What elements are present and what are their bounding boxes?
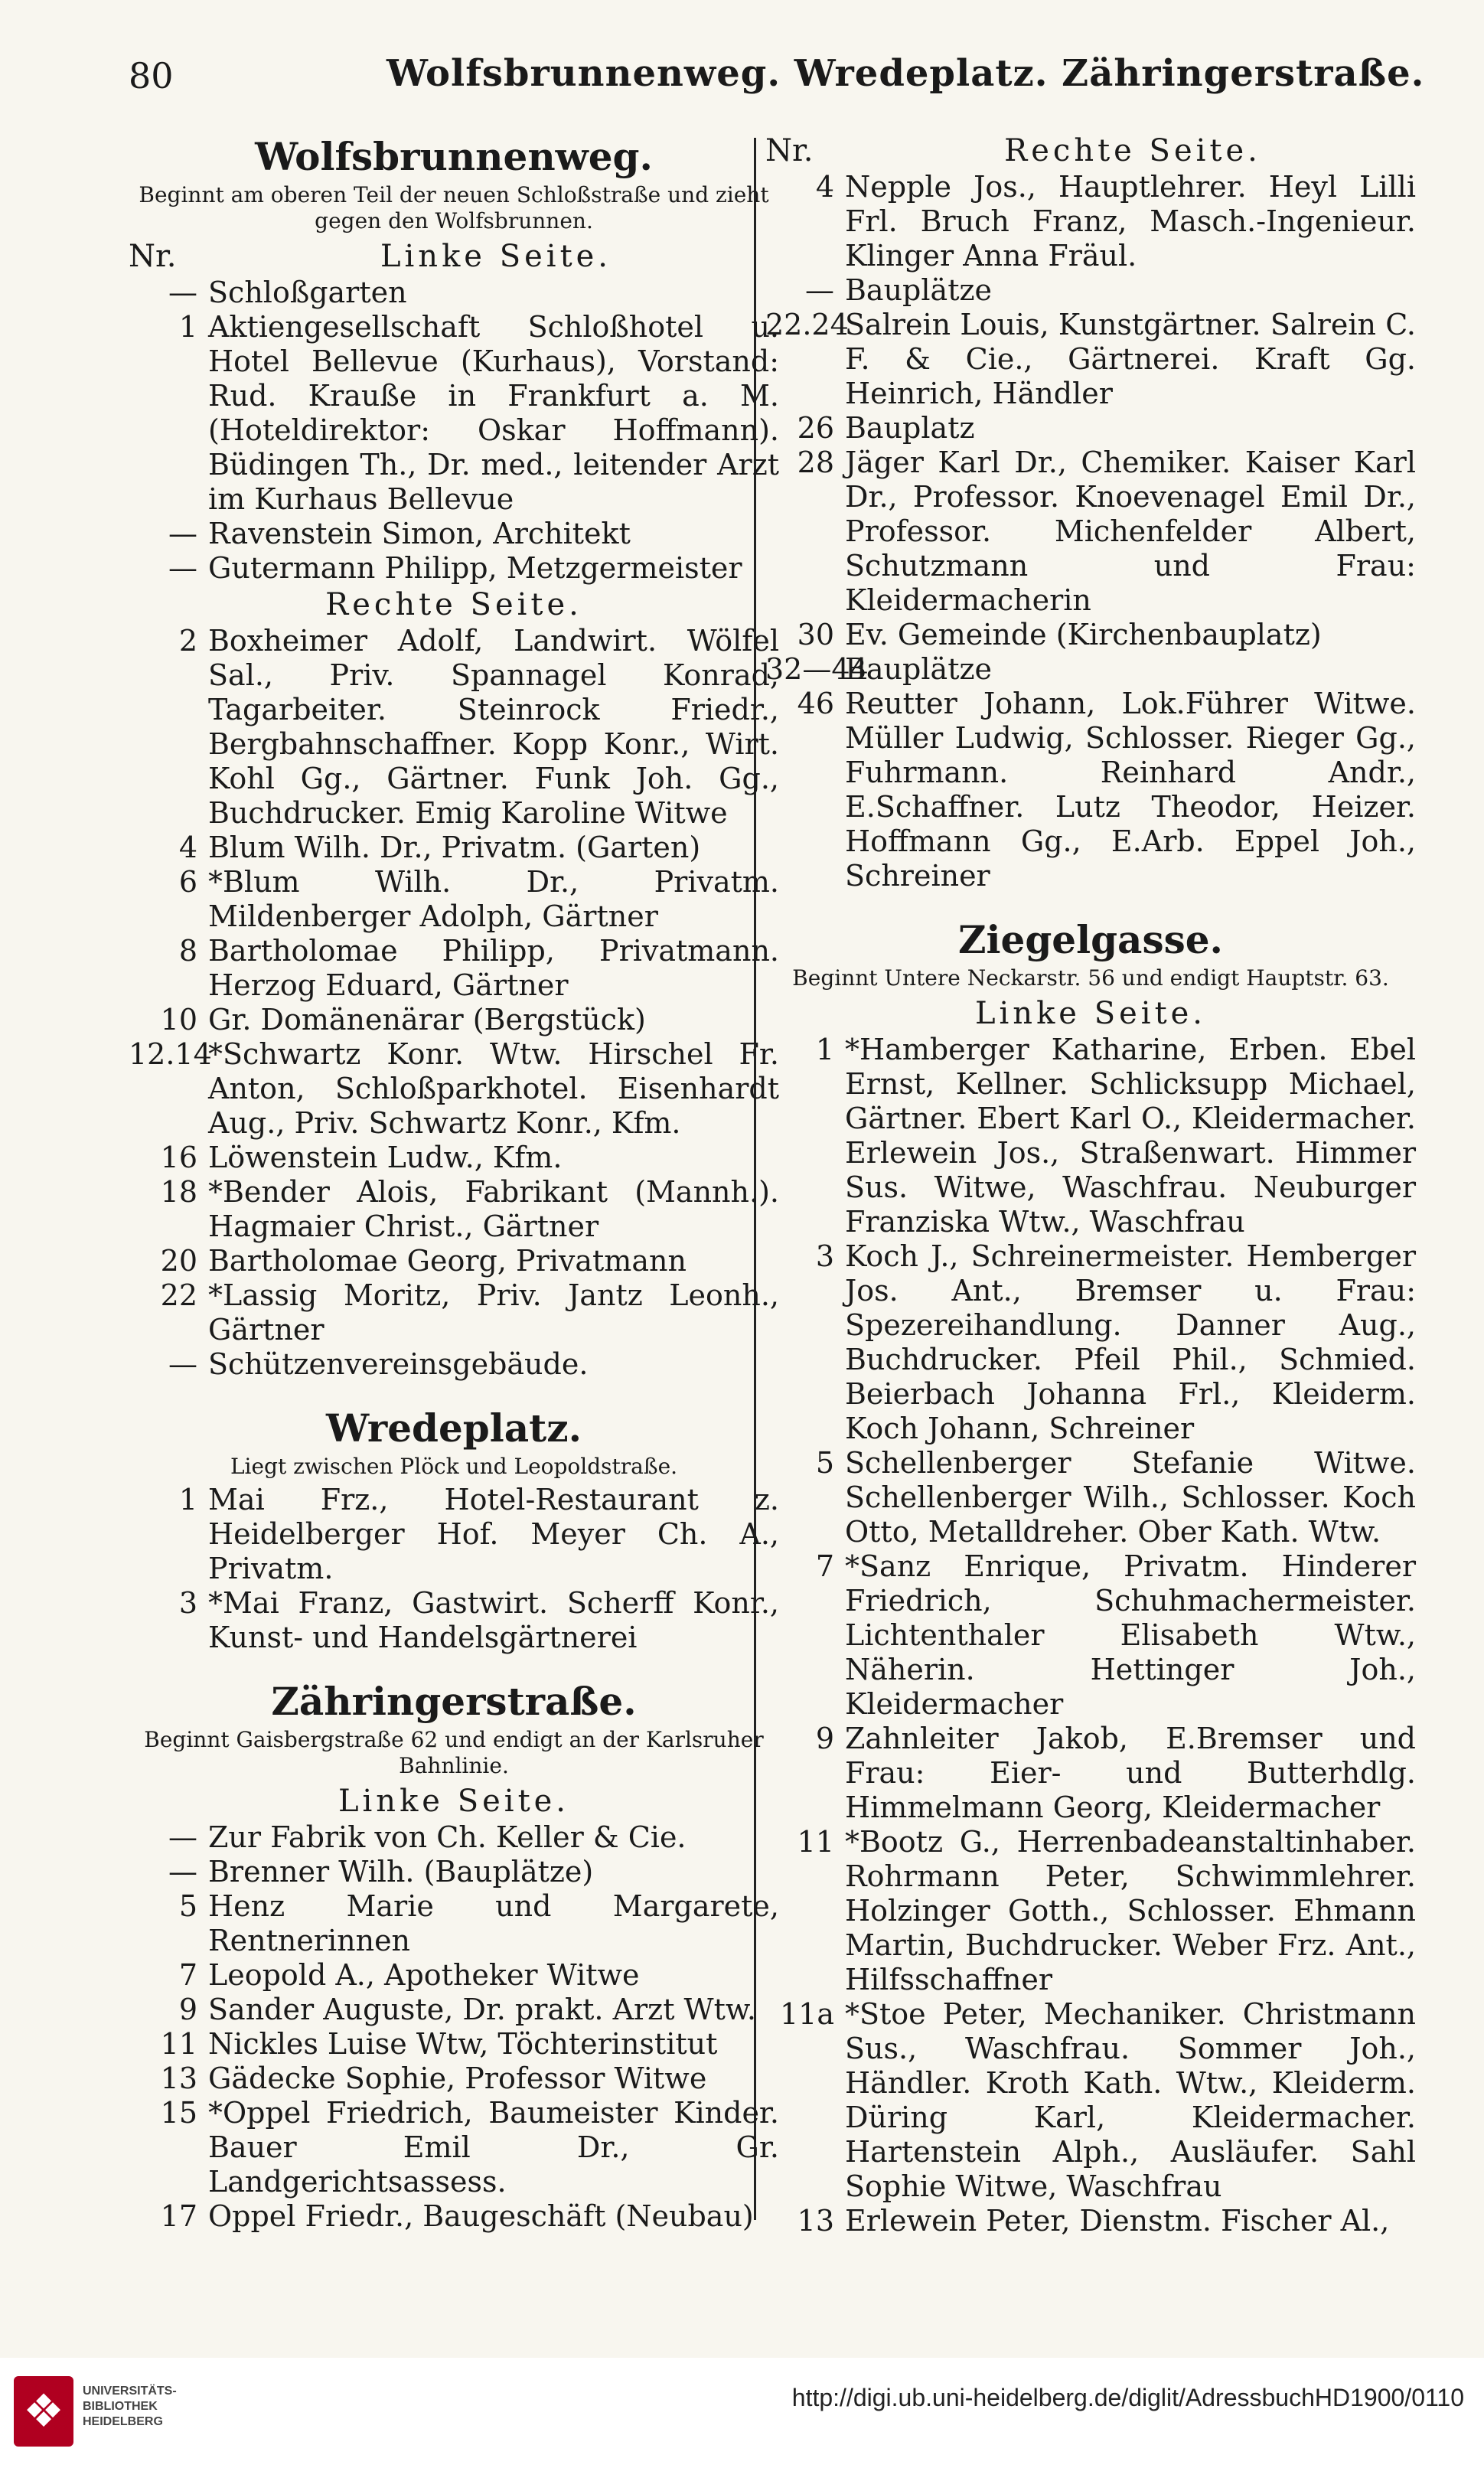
address-entry [765, 1239, 1416, 1446]
house-number: 17 [160, 2199, 197, 2233]
house-number: — [805, 273, 834, 307]
house-number: 2 [178, 624, 197, 658]
resident-text: Gutermann Philipp, Metzgermeister [208, 551, 742, 585]
address-entry [765, 1446, 1416, 1549]
street-title-ziegelgasse: Ziegelgasse. [958, 917, 1223, 962]
resident-text: Bauplätze [845, 273, 992, 307]
house-number: — [168, 276, 197, 309]
side-label: Rechte Seite. [1004, 133, 1261, 168]
resident-text: Ravenstein Simon, Architekt [208, 517, 631, 550]
house-number: 11a [779, 1997, 834, 2031]
side-label: Rechte Seite. [325, 587, 582, 622]
house-number: 9 [178, 1993, 197, 2026]
library-logo[interactable] [14, 2368, 190, 2454]
address-entry [129, 2062, 779, 2096]
resident-text: Nickles Luise Wtw, Töchterinstitut [208, 2027, 718, 2061]
entry-list [765, 1033, 1416, 2238]
address-entry [129, 1958, 779, 1993]
left-column [129, 132, 779, 2234]
house-number: 1 [178, 1483, 197, 1516]
resident-text: Schloßgarten [208, 276, 407, 309]
resident-text: Bartholomae Georg, Privatmann [208, 1244, 687, 1278]
house-number: — [168, 517, 197, 550]
viewer-footer [0, 2358, 1484, 2468]
house-number: 15 [160, 2096, 197, 2130]
address-entry [129, 310, 779, 517]
house-number: 3 [815, 1239, 834, 1273]
resident-text: *Mai Franz, Gastwirt. Scherff Konr., Kunst- und Handelsgärtnerei [208, 1586, 779, 1654]
address-entry [765, 273, 1416, 308]
resident-text: Zur Fabrik von Ch. Keller & Cie. [208, 1820, 687, 1854]
address-entry [129, 1347, 779, 1382]
address-entry [129, 1820, 779, 1855]
address-entry [129, 2027, 779, 2062]
resident-text: *Hamberger Katharine, Erben. Ebel Ernst, Kellner. Schlicksupp Michael, Gärtner. Ebert Karl O., Kleidermacher. Erlewein Jos., Straßenwart. Himmer Sus. Witwe, Waschfrau. Neuburger Franziska Wtw., Waschfrau [845, 1033, 1416, 1239]
house-number: 18 [160, 1175, 197, 1209]
address-entry [129, 2096, 779, 2199]
address-entry [129, 1278, 779, 1347]
resident-text: Erlewein Peter, Dienstm. Fischer Al., [845, 2204, 1390, 2238]
address-entry [765, 652, 1416, 687]
house-number: 3 [178, 1586, 197, 1620]
page-header [0, 47, 1484, 101]
address-entry [129, 1855, 779, 1889]
address-entry [129, 934, 779, 1003]
house-number: 13 [797, 2204, 834, 2238]
address-entry [765, 308, 1416, 411]
street-title-wredeplatz: Wredeplatz. [325, 1405, 582, 1451]
address-entry [129, 1586, 779, 1655]
resident-text: Mai Frz., Hotel-Restaurant z. Heidelberger Hof. Meyer Ch. A., Privatm. [208, 1483, 779, 1585]
house-number: 5 [178, 1889, 197, 1923]
address-entry [129, 1889, 779, 1958]
house-number: — [168, 1855, 197, 1889]
street-title-wolfsbrunnenweg: Wolfsbrunnenweg. [255, 134, 653, 179]
resident-text: Schellenberger Stefanie Witwe. Schellenberger Wilh., Schlosser. Koch Otto, Metalldreher. Ober Kath. Wtw. [845, 1446, 1416, 1549]
library-seal-icon: ❖ [14, 2376, 73, 2447]
address-entry [129, 276, 779, 310]
resident-text: Aktiengesellschaft Schloßhotel u. Hotel Bellevue (Kurhaus), Vorstand: Rud. Kraußе in Frankfurt a. M. (Hoteldirektor: Oskar Hoffmann). Büdingen Th., Dr. med., leitender Arzt im Kurhaus Bellevue [208, 310, 779, 516]
house-number: 5 [815, 1446, 834, 1480]
resident-text: *Bender Alois, Fabrikant (Mannh.). Hagmaier Christ., Gärtner [208, 1175, 779, 1243]
house-number: 4 [815, 170, 834, 204]
house-number: 4 [178, 831, 197, 864]
address-entry [129, 517, 779, 551]
house-number: 32—44 [765, 652, 869, 686]
resident-text: *Blum Wilh. Dr., Privatm. Mildenberger Adolph, Gärtner [208, 865, 779, 933]
address-entry [129, 624, 779, 831]
house-number: 26 [797, 411, 834, 445]
house-number: — [168, 551, 197, 585]
house-number: 1 [815, 1033, 834, 1066]
house-number: 11 [160, 2027, 197, 2061]
page-number: 80 [129, 55, 174, 96]
resident-text: Ev. Gemeinde (Kirchenbauplatz) [845, 618, 1322, 651]
address-entry [765, 618, 1416, 652]
resident-text: *Lassig Moritz, Priv. Jantz Leonh., Gärtner [208, 1278, 779, 1347]
address-entry [765, 170, 1416, 273]
address-entry [765, 1997, 1416, 2204]
resident-text: Gädecke Sophie, Professor Witwe [208, 2062, 707, 2095]
house-number: 46 [797, 687, 834, 720]
resident-text: *Stoe Peter, Mechaniker. Christmann Sus., Waschfrau. Sommer Joh., Händler. Kroth Kath. Wtw., Kleiderm. Düring Karl, Kleidermacher. Hartenstein Alph., Ausläufer. Sahl Sophie Witwe, Waschfrau [845, 1997, 1416, 2203]
resident-text: Blum Wilh. Dr., Privatm. (Garten) [208, 831, 701, 864]
address-entry [765, 1722, 1416, 1825]
resident-text: *Oppel Friedrich, Baumeister Kinder. Bauer Emil Dr., Gr. Landgerichtsassess. [208, 2096, 779, 2199]
house-number: 7 [178, 1958, 197, 1992]
address-entry [765, 2204, 1416, 2238]
resident-text: Salrein Louis, Kunstgärtner. Salrein C. F. & Cie., Gärtnerei. Kraft Gg. Heinrich, Händler [845, 308, 1416, 410]
resident-text: Zahnleiter Jakob, E.Bremser und Frau: Eier- und Butterhdlg. Himmelmann Georg, Kleidermacher [845, 1722, 1416, 1824]
address-entry [129, 1037, 779, 1141]
column-header [765, 132, 1416, 170]
resident-text: Gr. Domänenärar (Bergstück) [208, 1003, 646, 1036]
address-entry [765, 411, 1416, 446]
address-entry [129, 865, 779, 934]
resident-text: Leopold A., Apotheker Witwe [208, 1958, 640, 1992]
street-intro: Beginnt Gaisbergstraße 62 und endigt an der Karlsruher Bahnlinie. [144, 1727, 764, 1778]
entry-list [129, 1483, 779, 1655]
address-entry [129, 1244, 779, 1278]
library-name: UNIVERSITÄTS- BIBLIOTHEK HEIDELBERG [83, 2385, 177, 2428]
address-entry [129, 1003, 779, 1037]
house-number: 13 [160, 2062, 197, 2095]
house-number: 22.24 [765, 308, 849, 341]
nr-label: Nr. [765, 133, 814, 168]
resident-text: Bauplatz [845, 411, 975, 445]
resident-text: Oppel Friedr., Baugeschäft (Neubau) [208, 2199, 754, 2233]
house-number: 20 [160, 1244, 197, 1278]
entry-list [129, 624, 779, 1382]
house-number: 12.14 [129, 1037, 212, 1071]
resident-text: Bartholomae Philipp, Privatmann. Herzog Eduard, Gärtner [208, 934, 779, 1002]
house-number: 30 [797, 618, 834, 651]
right-column [765, 132, 1416, 2238]
side-label: Linke Seite. [974, 996, 1207, 1031]
address-entry [765, 446, 1416, 618]
nr-label: Nr. [129, 239, 177, 274]
house-number: 1 [178, 310, 197, 344]
resident-text: *Bootz G., Herrenbadeanstaltinhaber. Rohrmann Peter, Schwimmlehrer. Holzinger Gotth., Schlosser. Ehmann Martin, Buchdrucker. Weber Frz. Ant., Hilfsschaffner [845, 1825, 1416, 1996]
house-number: 10 [160, 1003, 197, 1036]
house-number: 7 [815, 1549, 834, 1583]
resident-text: *Sanz Enrique, Privatm. Hinderer Friedrich, Schuhmachermeister. Lichtenthaler Elisabeth Wtw., Näherin. Hettinger Joh., Kleidermacher [845, 1549, 1416, 1721]
resident-text: Jäger Karl Dr., Chemiker. Kaiser Karl Dr., Professor. Knoevenagel Emil Dr., Professor. Michenfelder Albert, Schutzmann und Frau: Kleidermacherin [845, 446, 1416, 617]
resident-text: Sander Auguste, Dr. prakt. Arzt Wtw. [208, 1993, 756, 2026]
side-label: Linke Seite. [380, 239, 612, 274]
source-url-link[interactable]: http://digi.ub.uni-heidelberg.de/diglit/AdressbuchHD1900/0110 [791, 2384, 1464, 2411]
resident-text: Koch J., Schreinermeister. Hemberger Jos. Ant., Bremser u. Frau: Spezereihandlung. Danner Aug., Buchdrucker. Pfeil Phil., Schmied. Beierbach Johanna Frl., Kleiderm. Koch Johann, Schreiner [845, 1239, 1416, 1445]
resident-text: Bauplätze [845, 652, 992, 686]
resident-text: *Schwartz Konr. Wtw. Hirschel Fr. Anton, Schloßparkhotel. Eisenhardt Aug., Priv. Schwartz Konr., Kfm. [208, 1037, 779, 1140]
resident-text: Reutter Johann, Lok.Führer Witwe. Müller Ludwig, Schlosser. Rieger Gg., Fuhrmann. Reinhard Andr., E.Schaffner. Lutz Theodor, Heizer. Hoffmann Gg., E.Arb. Eppel Joh., Schreiner [845, 687, 1416, 893]
house-number: 11 [797, 1825, 834, 1859]
house-number: 8 [178, 934, 197, 968]
house-number: 16 [160, 1141, 197, 1174]
column-header [129, 237, 779, 276]
resident-text: Henz Marie und Margarete, Rentnerinnen [208, 1889, 779, 1957]
address-entry [765, 1825, 1416, 1997]
street-intro: Liegt zwischen Plöck und Leopoldstraße. [230, 1454, 678, 1479]
house-number: — [168, 1820, 197, 1854]
house-number: 28 [797, 446, 834, 479]
resident-text: Nepple Jos., Hauptlehrer. Heyl Lilli Frl. Bruch Franz, Masch.-Ingenieur. Klinger Anna Fräul. [845, 170, 1416, 273]
address-entry [129, 1993, 779, 2027]
address-entry [129, 1141, 779, 1175]
address-entry [765, 1033, 1416, 1239]
street-intro: Beginnt am oberen Teil der neuen Schloßstraße und zieht gegen den Wolfsbrunnen. [139, 182, 769, 233]
address-entry [129, 831, 779, 865]
resident-text: Boxheimer Adolf, Landwirt. Wölfel Sal., Priv. Spannagel Konrad, Tagarbeiter. Steinrock Friedr., Bergbahnschaffner. Kopp Konr., Wirt. Kohl Gg., Gärtner. Funk Joh. Gg., Buchdrucker. Emig Karoline Witwe [208, 624, 779, 830]
address-entry [765, 1549, 1416, 1722]
entry-list [129, 276, 779, 586]
running-head: Wolfsbrunnenweg. Wredeplatz. Zähringerstraße. [386, 52, 1425, 95]
street-intro: Beginnt Untere Neckarstr. 56 und endigt Hauptstr. 63. [792, 965, 1389, 991]
street-title-zaehringerstrasse: Zähringerstraße. [271, 1679, 637, 1724]
entry-list [765, 170, 1416, 893]
address-entry [129, 1483, 779, 1586]
address-entry [129, 1175, 779, 1244]
house-number: 22 [160, 1278, 197, 1312]
entry-list [129, 1820, 779, 2234]
address-entry [129, 551, 779, 586]
house-number: — [168, 1347, 197, 1381]
side-label: Linke Seite. [338, 1784, 570, 1819]
address-entry [765, 687, 1416, 893]
resident-text: Schützenvereinsgebäude. [208, 1347, 589, 1381]
resident-text: Löwenstein Ludw., Kfm. [208, 1141, 563, 1174]
house-number: 9 [815, 1722, 834, 1755]
house-number: 6 [178, 865, 197, 899]
resident-text: Brenner Wilh. (Bauplätze) [208, 1855, 594, 1889]
address-entry [129, 2199, 779, 2234]
